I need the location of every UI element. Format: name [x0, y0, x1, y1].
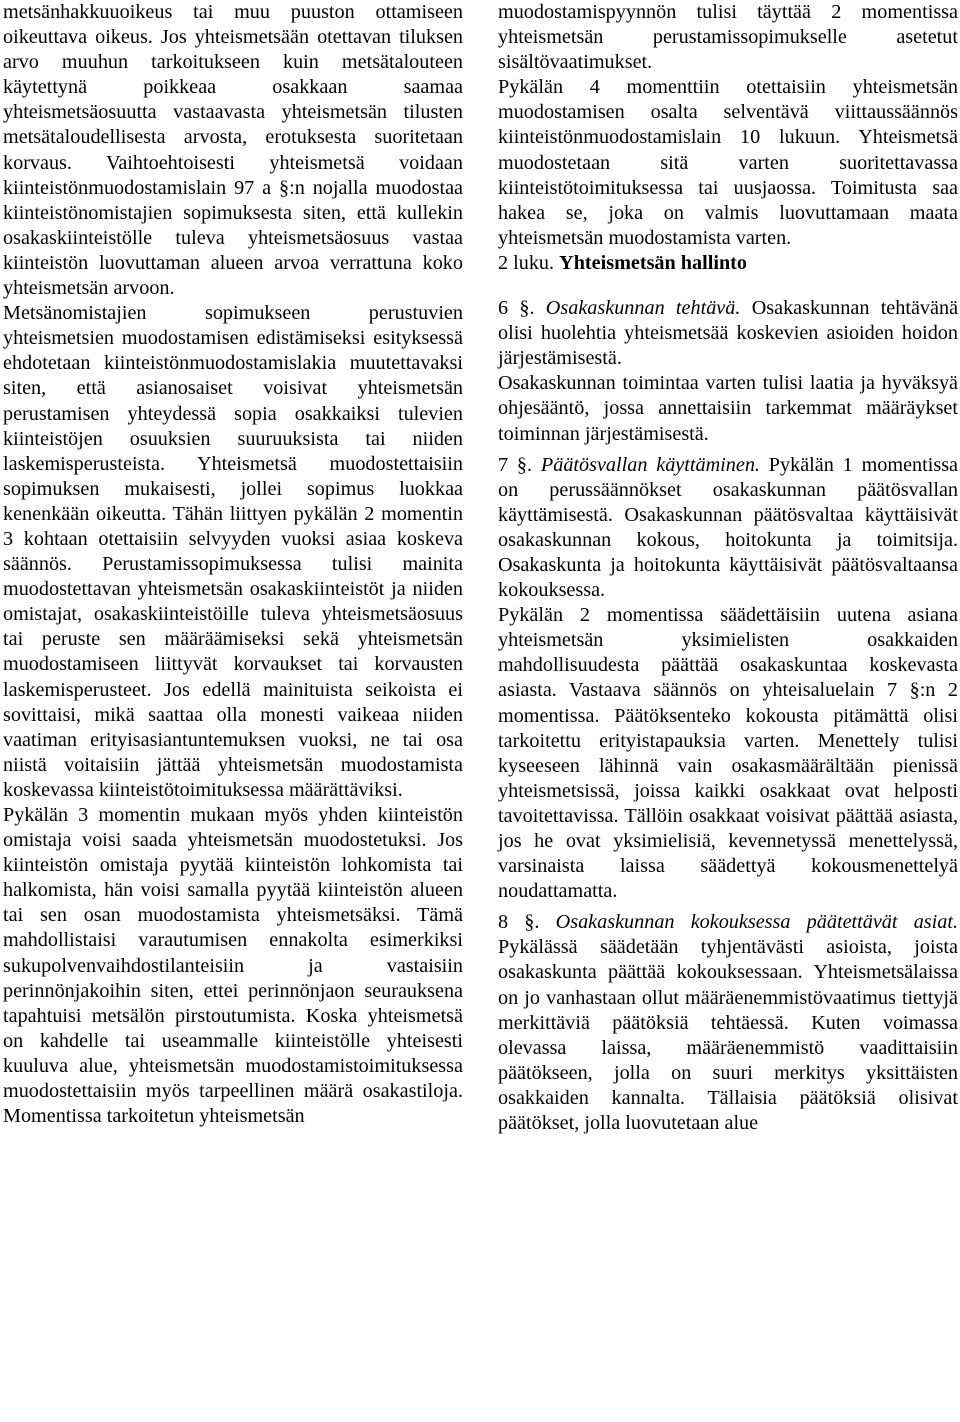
left-column [3, 0, 463, 1129]
section-number: 6 §. [498, 297, 535, 320]
paragraph: Metsänomistajien sopimukseen perustuvien yhteismetsien muodostamisen edistämiseksi esityksessä ehdotetaan kiinteistönmuodostamislakia muutettavaksi siten, että asianosaiset voisivat yhteismetsän perustamisen yhteydessä sopia osakkaiksi tulevien kiinteistöjen osuuksien suuruuksista tai niiden laskemisperusteista. Yhteismetsä muodostettaisiin sopimuksen mukaisesti, jollei sopimus luokkaa kenenkään oikeutta. Tähän liittyen pykälän 2 momentin 3 kohtaan otettaisiin selvyyden vuoksi asiaa koskeva säännös. Perustamissopimuksessa tulisi mainita muodostettavan yhteismetsän osakaskiinteistöt ja niiden omistajat, osakaskiinteistöille tuleva yhteismetsäosuus tai peruste sen määräämiseksi sekä yhteismetsän muodostamiseen liittyvät korvaukset tai korvausten laskemisperusteet. Jos edellä mainituista seikoista ei sovittaisi, mikä saattaa olla monesti vaikeaa niiden vaatiman erityisasiantuntemuksen vuoksi, ne tai osa niistä voitaisiin jättää yhteismetsän muodostamista koskevassa kiinteistötoimituksessa määrättäviksi. [3, 302, 463, 801]
paragraph: muodostamispyynnön tulisi täyttää 2 momentissa yhteismetsän perustamissopimukselle asetetut sisältövaatimukset. [498, 1, 958, 74]
section-text: Osakaskunnan tehtävänä olisi huolehtia yhteismetsää koskevien asioiden hoidon järjestämisestä. [498, 297, 959, 370]
section-number: 7 §. [498, 453, 533, 476]
paragraph: Pykälän 2 momentissa säädettäisiin uutena asiana yhteismetsän yksimielisten osakkaiden mahdollisuudesta päättää osakaskuntaa koskevasta asiasta. Vastaava säännös on yhteisaluelain 7 §:n 2 momentissa. Päätöksenteko kokousta pitämättä olisi tarkoitettu erityistapauksia varten. Menettely tulisi kyseeseen lähinnä vain osakasmäärältään pienissä yhteismetsissä, joissa kaikki osakkaat ovat helposti tavoitettavissa. Tällöin osakkaat voisivat päättää asiasta, jos he ovat yksimielisiä, kevennetyssä menettelyssä, varsinaista laissa säädettyä kokousmenettelyä noudattamatta. [498, 604, 958, 903]
paragraph: Pykälän 4 momenttiin otettaisiin yhteismetsän muodostamisen osalta selventävä viittaussäännös kiinteistönmuodostamislain 10 lukuun. Yhteismetsä muodostetaan sitä varten suoritettavassa kiinteistötoimituksessa tai uusjaossa. Toimitusta saa hakea se, joka on valmis luovuttamaan maata yhteismetsän muodostamista varten. [498, 76, 958, 249]
section-title: Päätösvallan käyttäminen. [540, 453, 760, 476]
chapter-number: 2 luku. [498, 251, 555, 274]
section-8-paragraph [498, 910, 958, 1136]
paragraph: Osakaskunnan toimintaa varten tulisi laatia ja hyväksyä ohjesääntö, jossa annettaisiin tarkemmat määräykset toiminnan järjestämisestä. [498, 372, 958, 445]
paragraph: metsänhakkuuoikeus tai muu puuston ottamiseen oikeuttava oikeus. Jos yhteismetsään otettavan tiluksen arvo muuhun tarkoitukseen kuin metsätalouteen käytettynä poikkeaa osakkaan saamaa yhteismetsäosuutta vastaavasta yhteismetsän tilusten metsätaloudellisesta arvosta, erotuksesta suoritetaan korvaus. Vaihtoehtoisesti yhteismetsä voidaan kiinteistönmuodostamislain 97 a §:n nojalla muodostaa kiinteistönomistajien sopimuksesta siten, että kullekin osakaskiinteistölle tuleva yhteismetsäosuus vastaa kiinteistön luovuttaman alueen arvoa verrattuna koko yhteismetsän arvoon. [3, 1, 463, 300]
section-number: 8 §. [498, 911, 540, 934]
paragraph: Pykälän 3 momentin mukaan myös yhden kiinteistön omistaja voisi saada yhteismetsän muodostetuksi. Jos kiinteistön omistaja pyytää kiinteistön lohkomista tai halkomista, hän voisi samalla pyytää kiinteistön alueen tai sen osan muodostamista yhteismetsäksi. Tämä mahdollistaisi varautumisen ennakolta esimerkiksi sukupolvenvaihdostilanteisiin ja vastaisiin perinnönjakoihin siten, ettei perinnönjaon seurauksena tapahtuisi metsälön pirstoutumista. Koska yhteismetsä on kahdelle tai useammalle kiinteistölle yhteisesti kuuluva alue, yhteismetsän muodostamistoimituksessa muodostettaisiin myös tarpeellinen määrä osakastiloja. Momentissa tarkoitetun yhteismetsän [3, 804, 463, 1128]
right-column [498, 0, 958, 1136]
chapter-heading [498, 251, 958, 276]
section-text: Pykälän 1 momentissa on perussäännökset osakaskunnan päätösvallan käyttämisestä. Osakaskunnan päätösvaltaa käyttäisivät osakaskunnan kokous, hoitokunta ja toimitsija. Osakaskunta ja hoitokunta käyttäisivät päätösvaltaansa kokouksessa. [498, 453, 959, 602]
section-text: Pykälässä säädetään tyhjentävästi asioista, joista osakaskunta päättää kokouksessaan. Yhteismetsälaissa on jo vanhastaan ollut määräenemmistövaatimus tiettyjä merkittäviä päätöksiä tehtäessä. Kuten voimassa olevassa laissa, määräenemmistö vaadittaisiin päätökseen, jolla on suuri merkitys yksittäisten osakkaiden kannalta. Tällaisia päätöksiä olisivat päätökset, jolla luovutetaan alue [498, 936, 958, 1135]
section-7-paragraph [498, 453, 958, 604]
chapter-title: Yhteismetsän hallinto [559, 251, 747, 274]
section-title: Osakaskunnan tehtävä. [545, 297, 741, 320]
section-6-paragraph [498, 296, 958, 371]
section-title: Osakaskunnan kokouksessa päätettävät asiat. [555, 911, 959, 934]
